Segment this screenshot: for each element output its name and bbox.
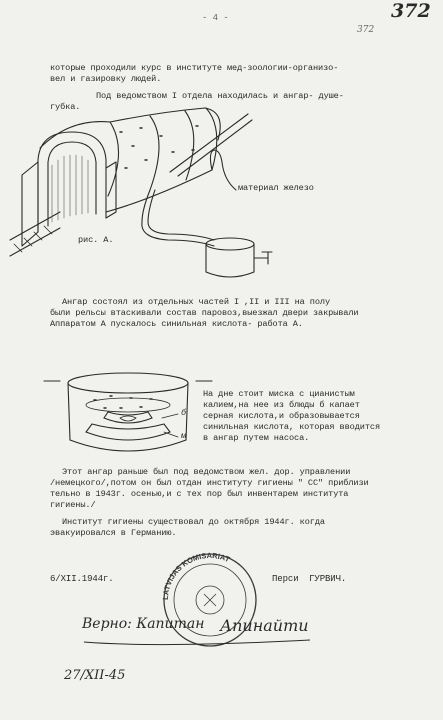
document-date: 6/XII.1944г. [50, 574, 114, 584]
text-line: /немецкого/,потом он был отдан институту гигиены " СС" приблизи [50, 478, 369, 488]
text-line: Аппаратом А пускалось синильная кислота- работа А. [50, 319, 303, 329]
text-line: синильная кислота, которая вводится [203, 422, 380, 432]
page-marker: - 4 - [202, 13, 229, 23]
figure-b-label-b: б [181, 408, 187, 418]
text-line: в ангар путем насоса. [203, 433, 310, 443]
figure-a-caption: рис. А. [78, 235, 114, 245]
stamp-text: LATVIJAS KOMISARIAT [160, 550, 232, 601]
text-line: которые проходили курс в институте мед-зоологии-организо- [50, 63, 339, 73]
text-line: Ангар состоял из отдельных частей I ,II и III на полу [62, 297, 331, 307]
text-line: Под ведомством I отдела находилась и ангар- душе- [96, 91, 344, 101]
archive-number: 372 [391, 0, 431, 22]
text-line: На дне стоит миска с цианистым [203, 389, 355, 399]
text-line: гигиены./ [50, 500, 96, 510]
text-line: калием,на нее из блюды б капает [203, 400, 360, 410]
text-line: Этот ангар раньше был под ведомством жел. дор. управлении [62, 467, 351, 477]
figure-b-label-m: м [181, 431, 187, 441]
signature-name: Апинайти [220, 616, 309, 635]
text-line: Институт гигиены существовал до октября 1944г. когда [62, 517, 325, 527]
text-line: эвакуировался в Германию. [50, 528, 177, 538]
figure-a-label-material: материал железо [238, 183, 314, 193]
signature-prefix: Верно: Капитан [82, 616, 205, 632]
text-line: были рельсы втаскивали состав паровоз,выезжал двери закрывали [50, 308, 359, 318]
text-line: серная кислота,и образовывается [203, 411, 360, 421]
text-line: губка. [50, 102, 81, 112]
handwritten-date: 27/XII-45 [64, 668, 126, 683]
archive-number-small: 372 [357, 25, 375, 35]
author-name: Перси ГУРВИЧ. [272, 574, 347, 584]
text-line: вел и газировку людей. [50, 74, 162, 84]
text-line: тельно в 1943г. осенью,и с тех пор был инвентарем института [50, 489, 349, 499]
